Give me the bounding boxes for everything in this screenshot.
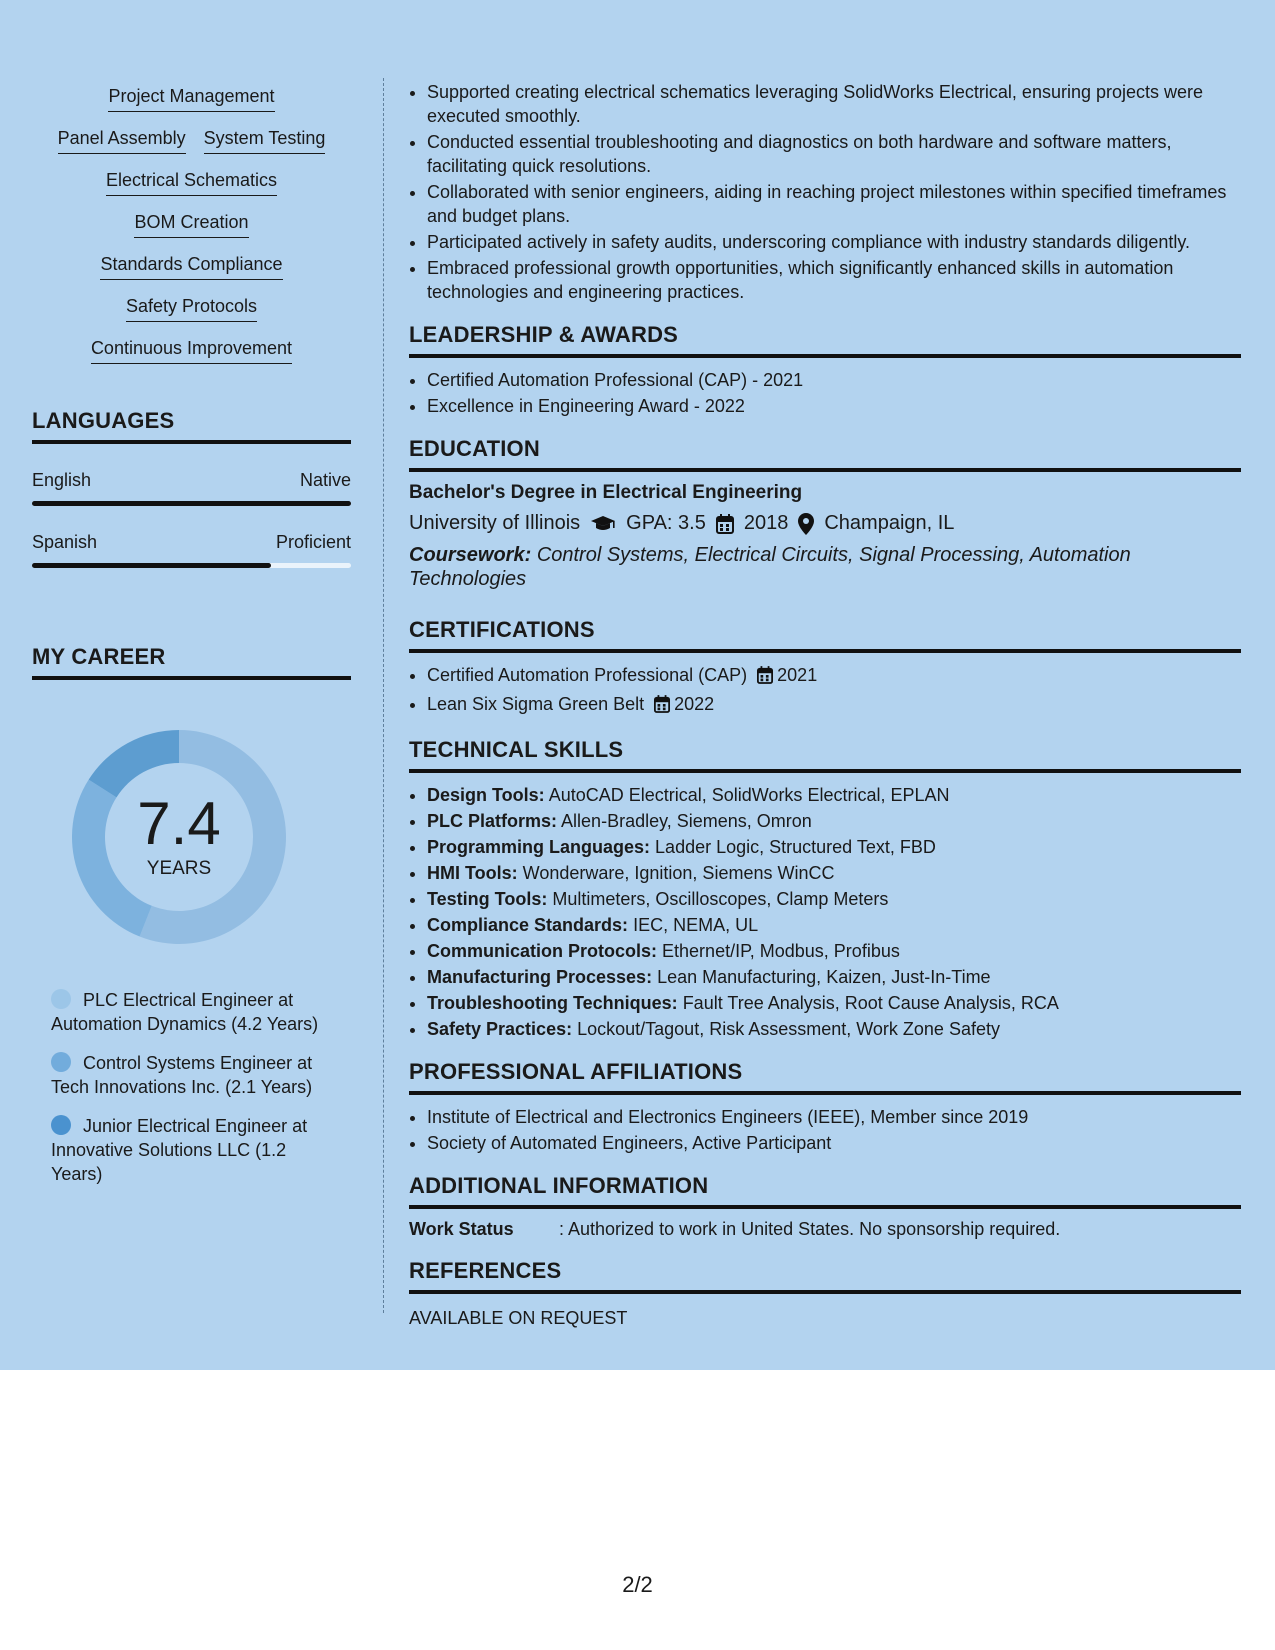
technical-skill-item <box>427 809 1241 833</box>
skill-row <box>32 128 351 154</box>
language-header <box>32 470 351 491</box>
language-level: Native <box>299 470 351 490</box>
skill-row <box>32 170 351 196</box>
skill-row <box>32 86 351 112</box>
technical-skill-value: Multimeters, Oscilloscopes, Clamp Meters <box>552 889 889 909</box>
certification-item <box>427 663 1241 690</box>
language-name: Spanish <box>32 532 98 552</box>
education-coursework <box>409 543 1241 591</box>
skills-tags <box>32 86 351 364</box>
career-legend-label: Control Systems Engineer at Tech Innovations Inc. (2.1 Years) <box>51 1053 313 1097</box>
certifications-section <box>409 617 1241 719</box>
language-name: English <box>32 470 92 490</box>
certifications-list <box>409 663 1241 719</box>
technical-skill-item <box>427 887 1241 911</box>
career-title: MY CAREER <box>32 644 351 680</box>
affiliation-item: • Society of Automated Engineers, Active Participant <box>427 1131 1241 1155</box>
career-donut <box>64 722 294 952</box>
graduation-cap-icon <box>590 515 616 533</box>
career-legend-label: Junior Electrical Engineer at Innovative Solutions LLC (1.2 Years) <box>51 1116 308 1184</box>
technical-skill-value: Allen-Bradley, Siemens, Omron <box>561 811 812 831</box>
career-years-unit: YEARS <box>146 858 212 879</box>
technical-skill-item <box>427 783 1241 807</box>
career-section <box>32 644 351 1186</box>
languages-section <box>32 408 351 568</box>
skill-tag: Continuous Improvement <box>91 338 292 364</box>
technical-skill-item <box>427 913 1241 937</box>
technical-skill-value: Fault Tree Analysis, Root Cause Analysis, RCA <box>682 993 1059 1013</box>
experience-bullet: • Collaborated with senior engineers, aiding in reaching project milestones within specified timeframes and budget plans. <box>427 180 1241 228</box>
work-status-value: : Authorized to work in United States. No sponsorship required. <box>559 1219 1061 1239</box>
language-bar-fill <box>32 501 351 506</box>
language-bar-fill <box>32 563 271 568</box>
career-legend-item <box>51 988 341 1036</box>
skill-row <box>32 296 351 322</box>
legend-dot-icon <box>51 1052 71 1072</box>
experience-bullet: • Supported creating electrical schematics leveraging SolidWorks Electrical, ensuring projects were executed smoothly. <box>427 80 1241 128</box>
technical-skill-value: AutoCAD Electrical, SolidWorks Electrical, EPLAN <box>548 785 950 805</box>
technical-skill-item <box>427 835 1241 859</box>
coursework-text: Control Systems, Electrical Circuits, Signal Processing, Automation Technologies <box>409 544 1131 590</box>
skill-tag: Safety Protocols <box>126 296 257 322</box>
work-status-row <box>409 1219 1241 1240</box>
certification-name: Lean Six Sigma Green Belt <box>427 694 645 714</box>
skill-row <box>32 338 351 364</box>
technical-skill-value: Lean Manufacturing, Kaizen, Just-In-Time <box>657 967 991 987</box>
career-legend-label: PLC Electrical Engineer at Automation Dynamics (4.2 Years) <box>51 990 319 1034</box>
leadership-list <box>409 368 1241 418</box>
language-bar <box>32 501 351 506</box>
column-divider <box>383 78 384 1313</box>
technical-skill-value: Wonderware, Ignition, Siemens WinCC <box>522 863 835 883</box>
technical-skill-label: Communication Protocols: <box>427 941 658 961</box>
skill-tag: BOM Creation <box>134 212 248 238</box>
certification-year: 2022 <box>674 694 715 714</box>
leadership-title: LEADERSHIP & AWARDS <box>409 322 1241 358</box>
technical-skill-label: Design Tools: <box>427 785 545 805</box>
education-details <box>409 512 1241 535</box>
language-item <box>32 532 351 568</box>
languages-list <box>32 470 351 568</box>
languages-title: LANGUAGES <box>32 408 351 444</box>
references-title: REFERENCES <box>409 1258 1241 1294</box>
certification-item <box>427 692 1241 719</box>
language-item <box>32 470 351 506</box>
career-legend-item <box>51 1114 341 1186</box>
technical-skill-label: HMI Tools: <box>427 863 518 883</box>
additional-title: ADDITIONAL INFORMATION <box>409 1173 1241 1209</box>
career-total-years: 7.4 <box>137 790 221 857</box>
technical-skill-label: Programming Languages: <box>427 837 651 857</box>
affiliations-title: PROFESSIONAL AFFILIATIONS <box>409 1059 1241 1095</box>
technical-skill-label: Compliance Standards: <box>427 915 629 935</box>
education-degree: Bachelor's Degree in Electrical Engineering <box>409 482 803 503</box>
references-text: AVAILABLE ON REQUEST <box>409 1308 628 1328</box>
education-section <box>409 436 1241 591</box>
language-bar <box>32 563 351 568</box>
additional-section <box>409 1173 1241 1240</box>
career-donut-label <box>64 722 294 952</box>
technical-skill-item <box>427 861 1241 885</box>
technical-skill-label: PLC Platforms: <box>427 811 558 831</box>
education-school: University of Illinois <box>409 512 581 534</box>
affiliation-item: • Institute of Electrical and Electronics Engineers (IEEE), Member since 2019 <box>427 1105 1241 1129</box>
coursework-label: Coursework: <box>409 544 532 566</box>
calendar-icon <box>716 514 734 534</box>
technical-skill-value: Ladder Logic, Structured Text, FBD <box>655 837 936 857</box>
page-number: 2/2 <box>622 1572 653 1597</box>
education-gpa: GPA: 3.5 <box>626 512 706 534</box>
career-legend <box>51 988 341 1186</box>
certification-name: Certified Automation Professional (CAP) <box>427 665 748 685</box>
right-column <box>409 80 1241 1329</box>
technical-skill-value: IEC, NEMA, UL <box>633 915 759 935</box>
skill-tag: Standards Compliance <box>100 254 282 280</box>
skill-tag: Panel Assembly <box>58 128 186 154</box>
skill-row <box>32 212 351 238</box>
technical-skill-value: Ethernet/IP, Modbus, Profibus <box>662 941 900 961</box>
technical-skills-section <box>409 737 1241 1041</box>
calendar-icon <box>654 695 670 719</box>
skill-tag: Project Management <box>108 86 274 112</box>
technical-skills-list <box>409 783 1241 1041</box>
affiliations-list <box>409 1105 1241 1155</box>
award-item: • Certified Automation Professional (CAP) - 2021 <box>427 368 1241 392</box>
legend-dot-icon <box>51 989 71 1009</box>
education-title: EDUCATION <box>409 436 1241 472</box>
certification-year: 2021 <box>777 665 818 685</box>
experience-bullet: • Conducted essential troubleshooting and diagnostics on both hardware and software matters, facilitating quick resolutions. <box>427 130 1241 178</box>
career-legend-item <box>51 1051 341 1099</box>
experience-bullets <box>409 80 1241 304</box>
technical-skill-label: Safety Practices: <box>427 1019 573 1039</box>
technical-skill-label: Troubleshooting Techniques: <box>427 993 678 1013</box>
location-pin-icon <box>798 513 814 535</box>
technical-skill-item <box>427 1017 1241 1041</box>
technical-skill-item <box>427 991 1241 1015</box>
leadership-section <box>409 322 1241 418</box>
certifications-title: CERTIFICATIONS <box>409 617 1241 653</box>
legend-dot-icon <box>51 1115 71 1135</box>
skill-row <box>32 254 351 280</box>
technical-skill-label: Manufacturing Processes: <box>427 967 653 987</box>
left-column <box>32 86 351 1201</box>
language-level: Proficient <box>275 532 351 552</box>
skill-tag: System Testing <box>204 128 326 154</box>
skill-tag: Electrical Schematics <box>106 170 277 196</box>
education-year: 2018 <box>743 512 789 534</box>
work-status-label: Work Status <box>409 1219 514 1239</box>
technical-skill-value: Lockout/Tagout, Risk Assessment, Work Zone Safety <box>577 1019 1000 1039</box>
technical-skill-label: Testing Tools: <box>427 889 548 909</box>
technical-skills-title: TECHNICAL SKILLS <box>409 737 1241 773</box>
language-header <box>32 532 351 553</box>
calendar-icon <box>757 666 773 690</box>
award-item: • Excellence in Engineering Award - 2022 <box>427 394 1241 418</box>
technical-skill-item <box>427 965 1241 989</box>
experience-bullet: • Participated actively in safety audits, underscoring compliance with industry standards diligently. <box>427 230 1241 254</box>
references-section <box>409 1258 1241 1329</box>
education-location: Champaign, IL <box>824 512 955 534</box>
technical-skill-item <box>427 939 1241 963</box>
experience-bullet: • Embraced professional growth opportunities, which significantly enhanced skills in automation technologies and engineering practices. <box>427 256 1241 304</box>
affiliations-section <box>409 1059 1241 1155</box>
